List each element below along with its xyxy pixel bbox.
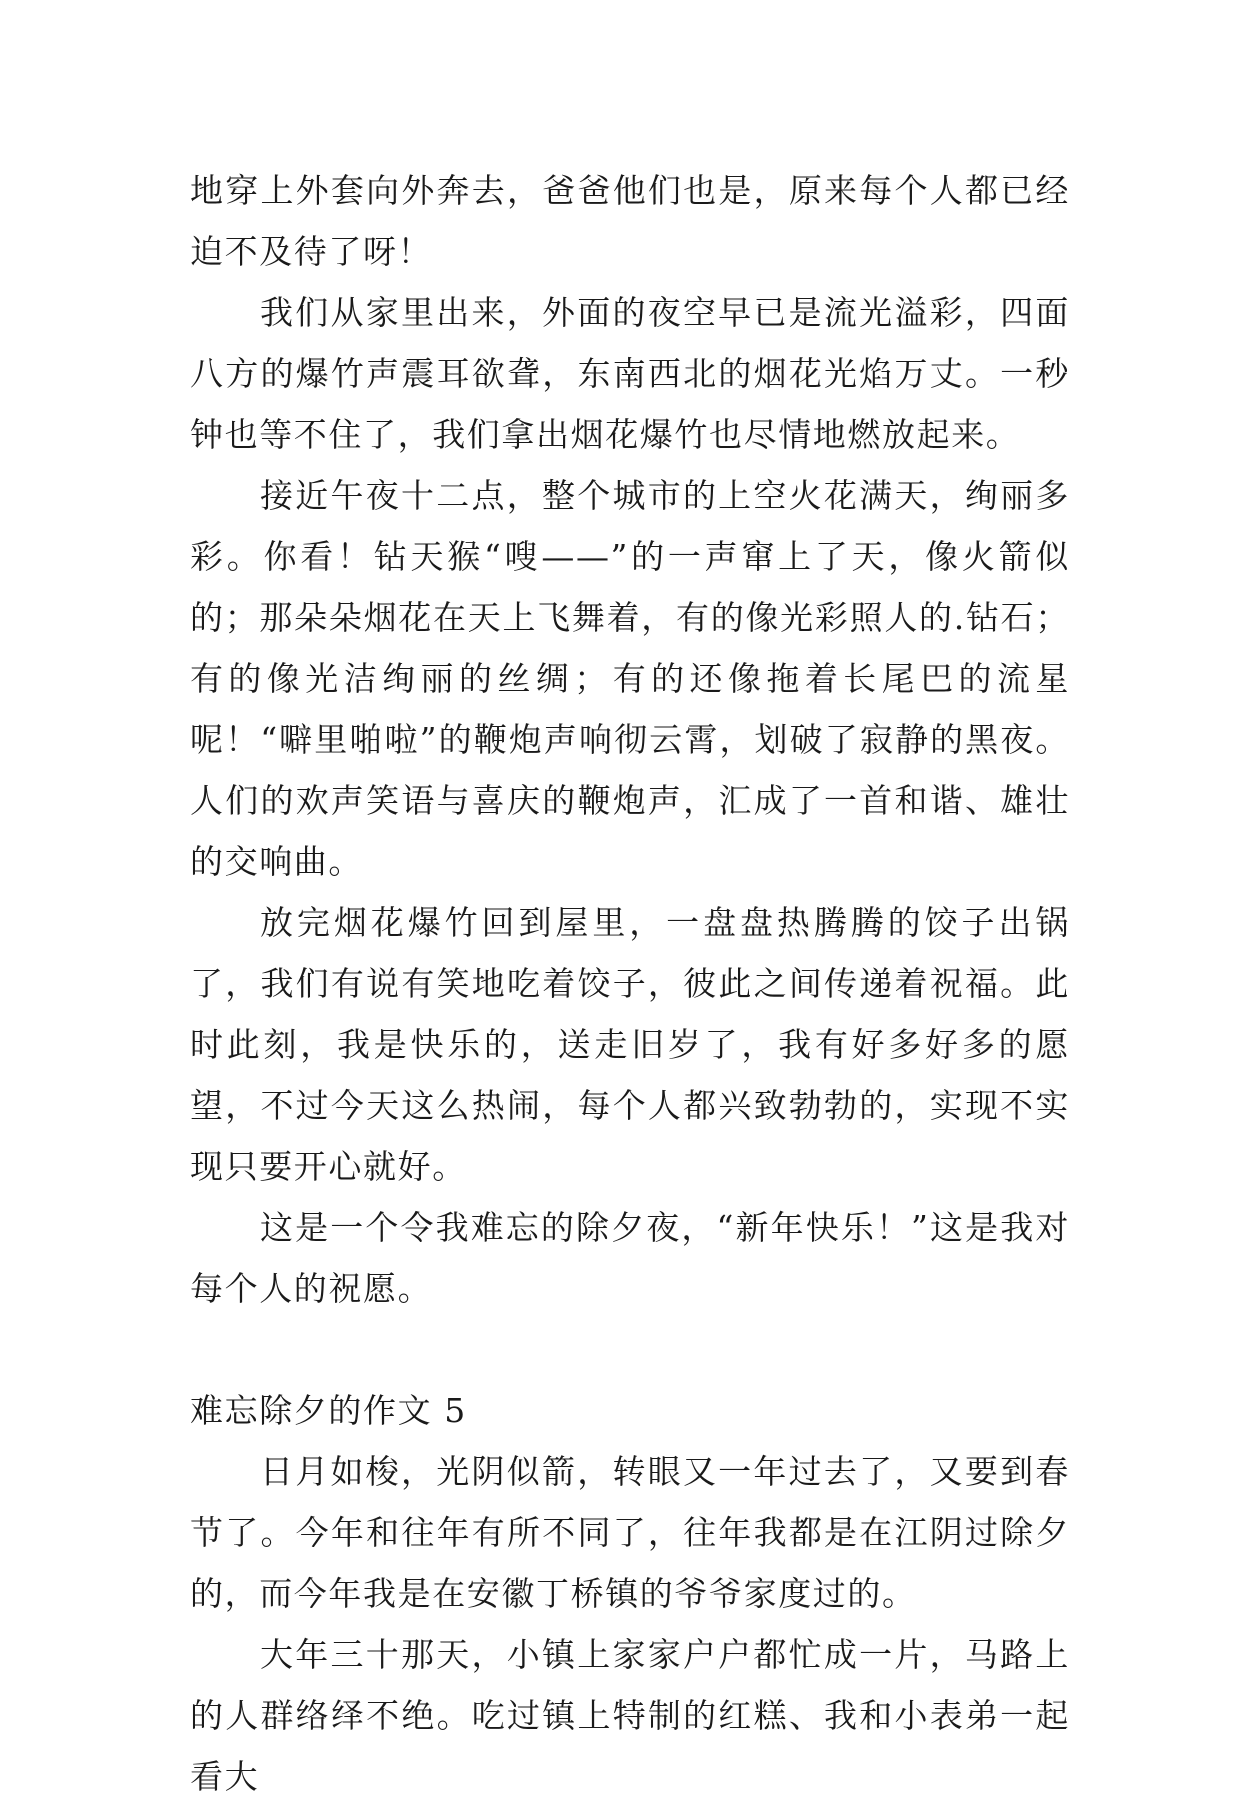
paragraph-dumplings: 放完烟花爆竹回到屋里，一盘盘热腾腾的饺子出锅了，我们有说有笑地吃着饺子，彼此之间传递着祝福。此时此刻，我是快乐的，送走旧岁了，我有好多好多的愿望，不过今天这么热闹，每个人都兴致勃勃的，实现不实现只要开心就好。 xyxy=(190,903,1070,1186)
paragraph-continued: 地穿上外套向外奔去，爸爸他们也是，原来每个人都已经迫不及待了呀！ xyxy=(190,171,1070,271)
paragraph-new-years-eve-town: 大年三十那天，小镇上家家户户都忙成一片，马路上的人群络绎不绝。吃过镇上特制的红糕、我和小表弟一起看大 xyxy=(190,1635,1070,1796)
section-spacer xyxy=(190,1319,1070,1380)
paragraph-spring-festival: 日月如梭，光阴似箭，转眼又一年过去了，又要到春节了。今年和往年有所不同了，往年我都是在江阴过除夕的，而今年我是在安徽丁桥镇的爷爷家度过的。 xyxy=(190,1452,1070,1613)
paragraph-new-year-wish: 这是一个令我难忘的除夕夜，“新年快乐！”这是我对每个人的祝愿。 xyxy=(190,1208,1070,1308)
section-title: 难忘除夕的作文 5 xyxy=(190,1391,467,1430)
paragraph-going-outside: 我们从家里出来，外面的夜空早已是流光溢彩，四面八方的爆竹声震耳欲聋，东南西北的烟花光焰万丈。一秒钟也等不住了，我们拿出烟花爆竹也尽情地燃放起来。 xyxy=(190,293,1070,454)
document-body xyxy=(190,160,1070,1807)
paragraph-midnight-fireworks: 接近午夜十二点，整个城市的上空火花满天，绚丽多彩。你看！钻天猴“嗖——”的一声窜上了天，像火箭似的；那朵朵烟花在天上飞舞着，有的像光彩照人的.钻石；有的像光洁绚丽的丝绸；有的还像拖着长尾巴的流星呢！“噼里啪啦”的鞭炮声响彻云霄，划破了寂静的黑夜。人们的欢声笑语与喜庆的鞭炮声，汇成了一首和谐、雄壮的交响曲。 xyxy=(190,476,1070,881)
